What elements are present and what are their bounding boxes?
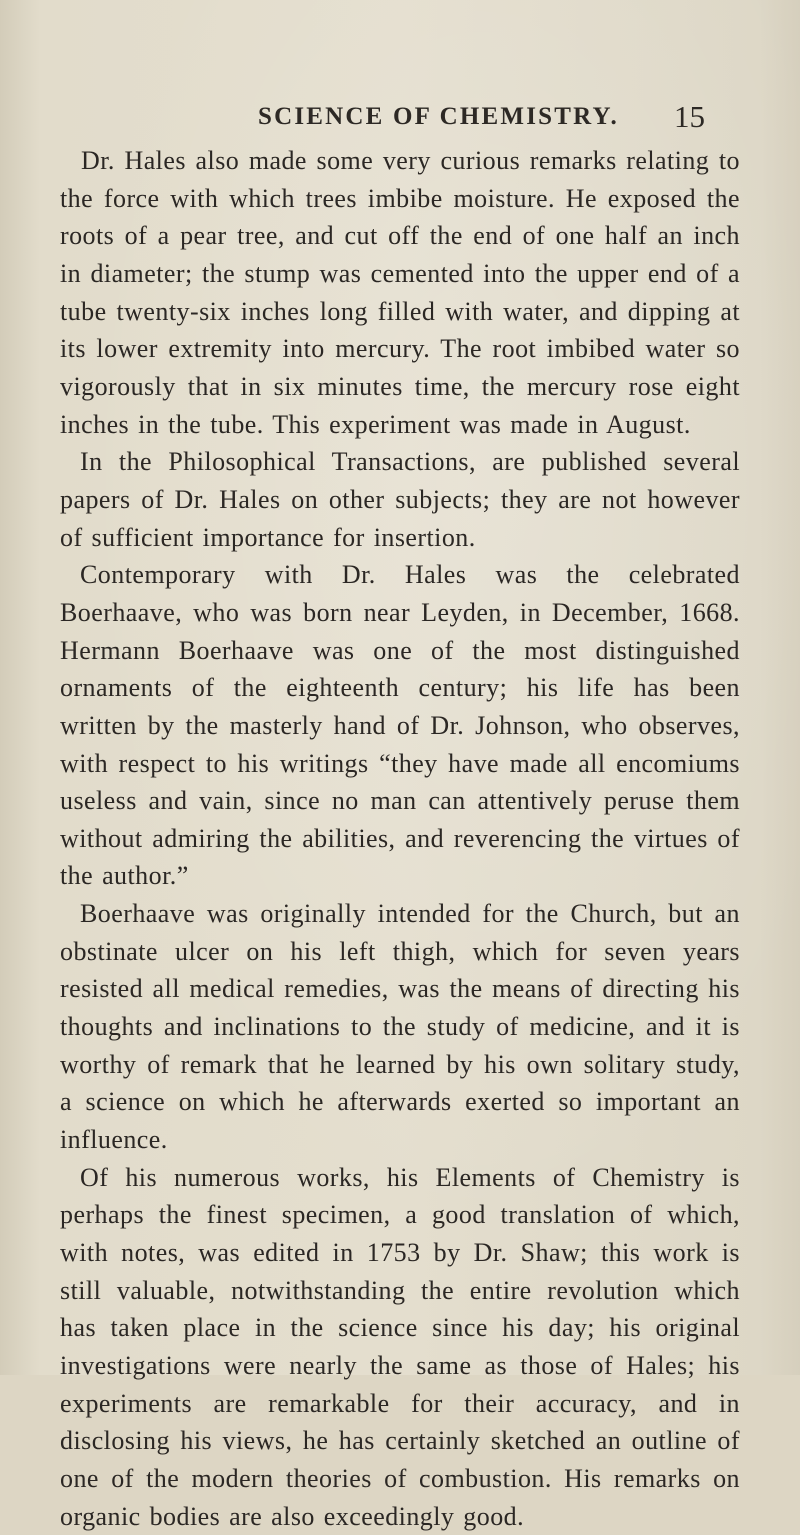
paragraph-elements-of-chemistry: Of his numerous works, his Elements of Chemistry is perhaps the finest specimen, a good translation of which, with notes, was edited in 1753 by Dr. Shaw; this work is still valuable, notwithstanding the entire revolution which has taken place in the science since his day; his original investigations were nearly the same as those of Hales; his experiments are remarkable for their accuracy, and in disclosing his views, he has certainly sketched an outline of one of the modern theories of combustion. His remarks on organic bodies are also exceedingly good. bbox=[60, 1162, 740, 1531]
paragraph-hales-trees: Dr. Hales also made some very curious remarks relating to the force with which trees imbibe moisture. He exposed the roots of a pear tree, and cut off the end of one half an inch in diameter; the stump was cemented into the upper end of a tube twenty-six inches long filled with water, and dipping at its lower extremity into mercury. The root imbibed water so vigorously that in six minutes time, the mercury rose eight inches in the tube. This experiment was made in August. bbox=[60, 146, 740, 439]
page-number: 15 bbox=[674, 99, 705, 134]
running-head bbox=[258, 99, 758, 134]
paragraph-boerhaave-intro: Contemporary with Dr. Hales was the celebrated Boerhaave, who was born near Leyden, in December, 1668. Hermann Boerhaave was one of the most distinguished ornaments of the eighteenth century; his life has been written by the masterly hand of Dr. Johnson, who observes, with respect to his writings “they have made all encomiums useless and vain, since no man can attentively peruse them without admiring the abilities, and reverencing the virtues of the author.” bbox=[60, 560, 740, 891]
running-head-title: SCIENCE OF CHEMISTRY. bbox=[258, 103, 619, 130]
paragraph-boerhaave-medicine: Boerhaave was originally intended for the Church, but an obstinate ulcer on his left thigh, which for seven years resisted all medical remedies, was the means of directing his thoughts and inclinations to the study of medicine, and it is worthy of remark that he learned by his own solitary study, a science on which he afterwards exerted so important an influence. bbox=[60, 899, 740, 1155]
paragraph-philosophical-transactions: In the Philosophical Transactions, are published several papers of Dr. Hales on other subjects; they are not however of sufficient importance for insertion. bbox=[60, 447, 740, 552]
body-text bbox=[60, 142, 740, 1535]
